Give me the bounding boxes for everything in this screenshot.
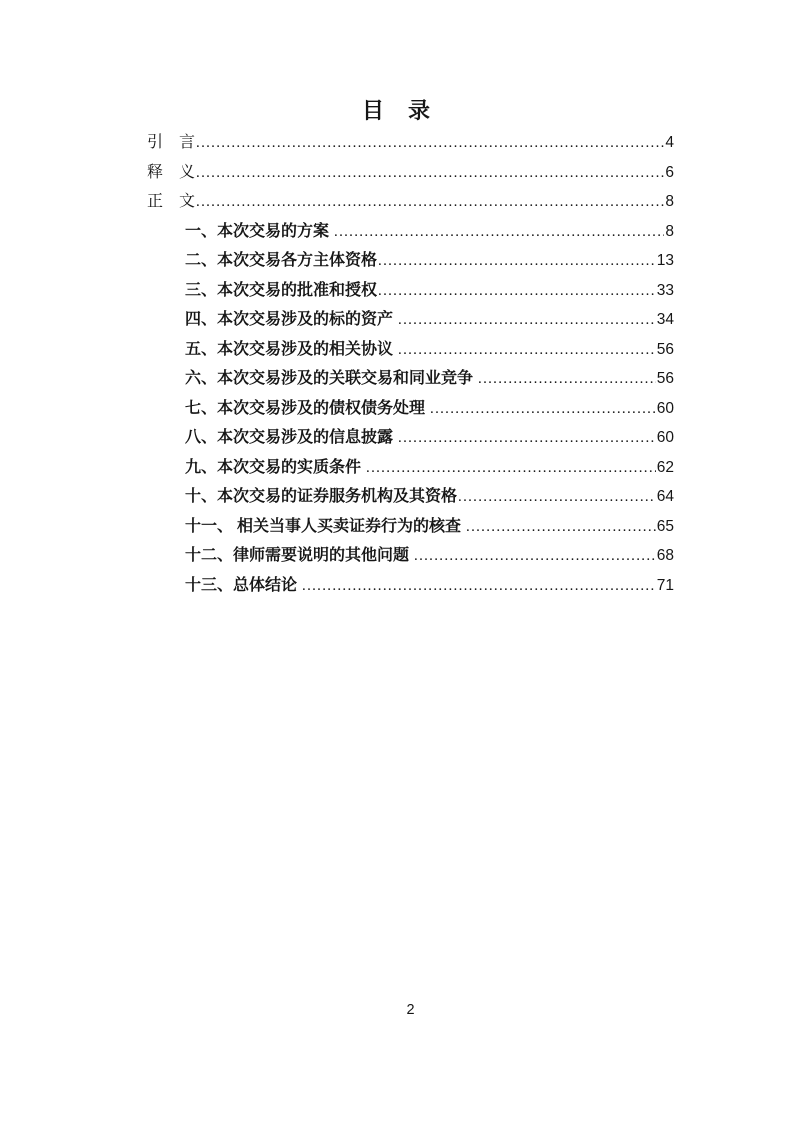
toc-entry-label: 五、本次交易涉及的相关协议: [185, 340, 398, 358]
toc-leader-dots: [302, 578, 656, 595]
toc-entry-label: 释 义: [147, 163, 196, 181]
toc-leader-dots: [478, 371, 656, 388]
toc-entry-page-number: 64: [656, 488, 674, 505]
toc-entry-label: 十二、律师需要说明的其他问题: [185, 547, 414, 564]
toc-leader-dots: [458, 489, 656, 506]
toc-leader-dots: [398, 430, 656, 447]
toc-entry-page-number: 62: [656, 458, 674, 476]
page-footer: [147, 1002, 674, 1018]
toc-entry-page-number: 33: [656, 281, 674, 299]
toc-entry-label: 八、本次交易涉及的信息披露: [185, 429, 398, 446]
toc-entry[interactable]: [147, 129, 674, 159]
toc-entry-label: 正 文: [147, 193, 196, 210]
toc-leader-dots: [366, 460, 656, 477]
toc-entry-label: 三、本次交易的批准和授权: [185, 281, 378, 299]
toc-entry[interactable]: [147, 454, 674, 484]
toc-entry[interactable]: [147, 542, 674, 572]
toc-entry-page-number: 65: [656, 517, 674, 535]
toc-entry-page-number: 60: [656, 399, 674, 417]
toc-entry[interactable]: [147, 188, 674, 218]
toc-entry-page-number: 34: [656, 311, 674, 328]
toc-leader-dots: [196, 194, 664, 211]
toc-entry-label: 一、本次交易的方案: [185, 222, 334, 240]
toc-entry-page-number: 56: [656, 340, 674, 358]
toc-entry[interactable]: [147, 306, 674, 336]
toc-entry[interactable]: [147, 218, 674, 248]
toc-entry[interactable]: [147, 572, 674, 602]
toc-entry-label: 九、本次交易的实质条件: [185, 458, 366, 476]
toc-leader-dots: [430, 401, 656, 418]
toc-entry[interactable]: [147, 247, 674, 277]
toc-entry[interactable]: [147, 483, 674, 513]
toc-entry-page-number: 4: [665, 134, 674, 151]
toc-leader-dots: [196, 165, 664, 182]
toc-entry-page-number: 13: [656, 252, 674, 269]
toc-leader-dots: [398, 342, 656, 359]
toc-entry[interactable]: [147, 395, 674, 425]
toc-entry-page-number: 8: [665, 222, 674, 240]
toc-entry-label: 十、本次交易的证券服务机构及其资格: [185, 488, 458, 505]
page-number: 2: [406, 1002, 415, 1018]
toc-entry-page-number: 8: [665, 193, 674, 210]
toc-entry-page-number: 71: [656, 576, 674, 594]
toc-entry-label: 七、本次交易涉及的债权债务处理: [185, 399, 430, 417]
toc-entry-label: 四、本次交易涉及的标的资产: [185, 311, 398, 328]
toc-entry-page-number: 60: [656, 429, 674, 446]
toc-leader-dots: [414, 548, 656, 565]
toc-entry[interactable]: [147, 159, 674, 189]
table-of-contents: [147, 129, 674, 601]
toc-entry[interactable]: [147, 513, 674, 543]
toc-leader-dots: [334, 224, 664, 241]
toc-entry[interactable]: [147, 424, 674, 454]
toc-leader-dots: [196, 135, 664, 152]
toc-entry-page-number: 6: [665, 163, 674, 181]
toc-leader-dots: [378, 283, 656, 300]
toc-entry[interactable]: [147, 365, 674, 395]
toc-entry-label: 二、本次交易各方主体资格: [185, 252, 378, 269]
toc-entry-label: 六、本次交易涉及的关联交易和同业竞争: [185, 370, 478, 387]
toc-entry-page-number: 68: [656, 547, 674, 564]
toc-entry-label: 引 言: [147, 134, 196, 151]
toc-entry[interactable]: [147, 336, 674, 366]
toc-entry-label: 十三、总体结论: [185, 576, 302, 594]
toc-entry-page-number: 56: [656, 370, 674, 387]
toc-entry-label: 十一、 相关当事人买卖证券行为的核查: [185, 517, 466, 535]
toc-leader-dots: [398, 312, 656, 329]
toc-title: 目 录: [361, 98, 431, 123]
toc-leader-dots: [466, 519, 656, 536]
toc-entry[interactable]: [147, 277, 674, 307]
toc-leader-dots: [378, 253, 656, 270]
